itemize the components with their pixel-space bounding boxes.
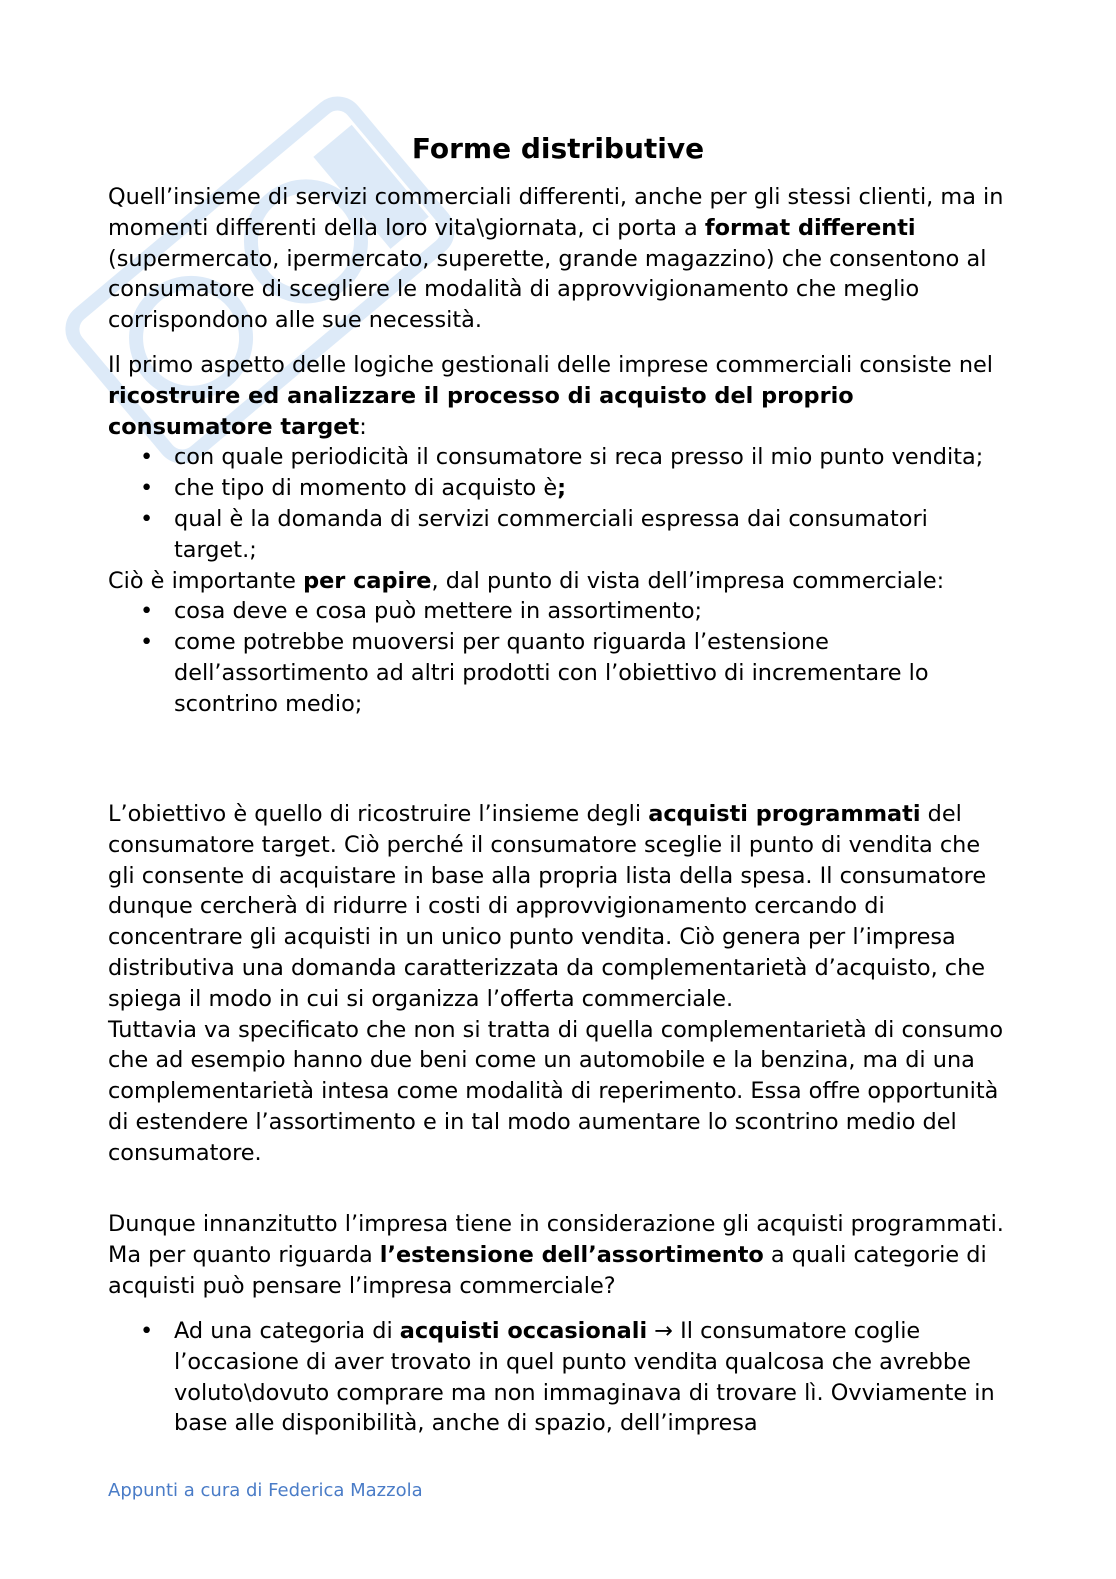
bullet-list-1 [108, 442, 1008, 565]
list-item: • cosa deve e cosa può mettere in assortimento; [140, 598, 703, 625]
list-item: • con quale periodicità il consumatore si reca presso il mio punto vendita; [140, 444, 984, 471]
paragraph-extension: Dunque innanzitutto l’impresa tiene in considerazione gli acquisti programmati. Ma per quanto riguarda l’estensione dell’assortimento a quali categorie di acquisti può pensare l’impresa commerciale? [108, 1211, 1004, 1299]
list-item: • che tipo di momento di acquisto è; [140, 475, 567, 502]
list-item: • come potrebbe muoversi per quanto riguarda l’estensione dell’assortimento ad altri prodotti con l’obiettivo di incrementare lo scontrino medio; [140, 629, 929, 717]
paragraph-process: Il primo aspetto delle logiche gestionali delle imprese commerciali consiste nel ricostruire ed analizzare il processo di acquisto del proprio consumatore target: • con quale periodicità il consumatore si reca presso il mio punto vendita; • che tipo di momento di acquisto è; • qual è la domanda di servizi commerciali espressa dai consumatori target.; Ciò è importante per capire, dal punto di vista dell’impresa commerciale: • cosa deve e cosa può mettere in assortimento; • come potrebbe muoversi per quanto riguarda l’estensione dell’assortimento ad altri prodotti con l’obiettivo di incrementare lo scontrino medio; [108, 350, 1008, 720]
paragraph-objective: L’obiettivo è quello di ricostruire l’insieme degli acquisti programmati del consumatore target. Ciò perché il consumatore sceglie il punto di vendita che gli consente di acquistare in base alla propria lista della spesa. Il consumatore dunque cercherà di ridurre i costi di approvvigionamento cercando di concentrare gli acquisti in un unico punto vendita. Ciò genera per l’impresa distributiva una domanda caratterizzata da complementarietà d’acquisto, che spiega il modo in cui si organizza l’offerta commerciale. Tuttavia va specificato che non si tratta di quella complementarietà di consumo che ad esempio hanno due beni come un automobile e la benzina, ma di una complementarietà intesa come modalità di reperimento. Essa offre opportunità di estendere l’assortimento e in tal modo aumentare lo scontrino medio del consumatore. [108, 801, 1004, 1166]
paragraph-intro: Quell’insieme di servizi commerciali differenti, anche per gli stessi clienti, ma in momenti differenti della loro vita\giornata, ci porta a format differenti (supermercato, ipermercato, superette, grande magazzino) che consentono al consumatore di scegliere le modalità di approvvigionamento che meglio corrispondono alle sue necessità. [108, 184, 1004, 334]
page-footer: Appunti a cura di Federica Mazzola [108, 1480, 423, 1501]
list-item: • Ad una categoria di acquisti occasionali → Il consumatore coglie l’occasione di aver trovato in quel punto vendita qualcosa che avrebbe voluto\dovuto comprare ma non immaginava di trovare lì. Ovviamente in base alle disponibilità, anche di spazio, dell’impresa [140, 1318, 995, 1437]
bullet-list-2 [108, 596, 1008, 719]
page-title: Forme distributive [411, 132, 705, 165]
list-item: • qual è la domanda di servizi commerciali espressa dai consumatori target.; [140, 505, 928, 563]
bullet-list-3 [108, 1316, 1008, 1439]
